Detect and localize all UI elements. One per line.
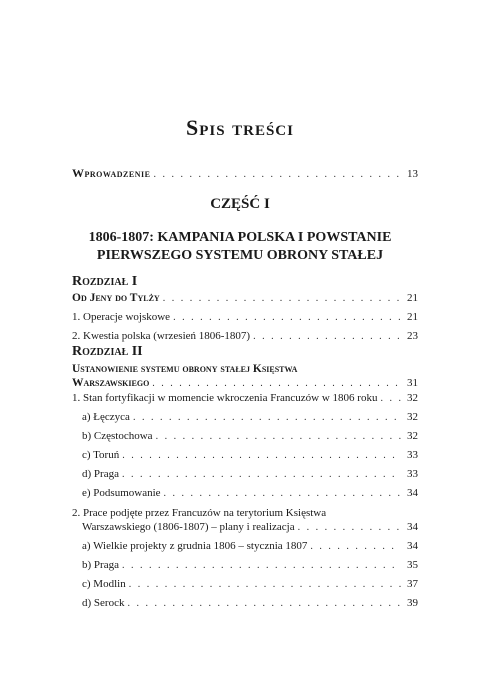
toc-entry-page: 23	[407, 330, 418, 342]
part-subtitle: 1806-1807: KAMPANIA POLSKA I POWSTANIE PIERWSZEGO SYSTEMU OBRONY STAŁEJ	[88, 230, 392, 263]
toc-entry-chapter1-heading[interactable]	[72, 292, 418, 304]
toc-entry[interactable]	[82, 578, 418, 590]
toc-entry-label: a) Łęczyca	[82, 411, 130, 423]
toc-entry[interactable]	[82, 597, 418, 609]
toc-entry-label: 1. Operacje wojskowe	[72, 311, 171, 323]
dot-leader	[122, 560, 401, 571]
part-title: CZĘŚĆ I	[210, 196, 270, 212]
toc-entry[interactable]	[82, 430, 418, 442]
dot-leader	[122, 450, 401, 461]
dot-leader	[380, 393, 401, 404]
toc-entry-label: d) Serock	[82, 597, 125, 609]
toc-entry-page: 21	[407, 292, 418, 304]
section2-line1: 2. Prace podjęte przez Francuzów na terytorium Księstwa	[72, 507, 327, 519]
toc-entry[interactable]	[72, 311, 418, 323]
toc-entry[interactable]	[82, 411, 418, 423]
toc-entry-page: 32	[407, 411, 418, 423]
toc-entry-label: e) Podsumowanie	[82, 487, 161, 499]
toc-entry-section1[interactable]	[72, 392, 418, 404]
chapter-label: Rozdział I	[72, 274, 138, 289]
toc-entry-page: 33	[407, 449, 418, 461]
toc-entry[interactable]	[82, 487, 418, 499]
toc-entry[interactable]	[82, 559, 418, 571]
dot-leader	[163, 293, 401, 304]
toc-entry-page: 34	[407, 521, 418, 533]
toc-entry-chapter2-heading[interactable]	[72, 377, 418, 389]
toc-entry-label: b) Częstochowa	[82, 430, 153, 442]
toc-entry-intro[interactable]	[72, 166, 418, 181]
toc-entry-page: 31	[407, 377, 418, 389]
toc-entry-label: Warszawskiego (1806-1807) – plany i realizacja	[82, 521, 295, 533]
toc-entry-page: 21	[407, 311, 418, 323]
toc-entry-label: d) Praga	[82, 468, 119, 480]
page-title: Spis treści	[186, 115, 294, 140]
dot-leader	[133, 412, 401, 423]
toc-entry[interactable]	[82, 449, 418, 461]
dot-leader	[253, 331, 401, 342]
toc-entry-page: 32	[407, 392, 418, 404]
dot-leader	[310, 541, 401, 552]
toc-entry-section2[interactable]	[72, 521, 418, 533]
toc-entry-label: Warszawskiego	[72, 377, 150, 389]
chapter-heading-line1: Ustanowienie systemu obrony stałej Księstwa	[72, 363, 298, 375]
toc-entry-page: 39	[407, 597, 418, 609]
toc-entry-page: 37	[407, 578, 418, 590]
toc-entry-page: 33	[407, 468, 418, 480]
dot-leader	[156, 431, 401, 442]
toc-entry-label: c) Modlin	[82, 578, 126, 590]
toc-entry-page: 34	[407, 540, 418, 552]
toc-entry[interactable]	[82, 540, 418, 552]
dot-leader	[152, 378, 401, 389]
toc-entry-label: 1. Stan fortyfikacji w momencie wkroczenia Francuzów w 1806 roku	[72, 392, 378, 404]
toc-entry-page: 35	[407, 559, 418, 571]
toc-entry[interactable]	[72, 330, 418, 342]
toc-entry-page: 13	[407, 168, 418, 180]
toc-entry-label: c) Toruń	[82, 449, 120, 461]
dot-leader	[298, 522, 401, 533]
chapter-label: Rozdział II	[72, 344, 143, 359]
toc-entry-label: 2. Kwestia polska (wrzesień 1806-1807)	[72, 330, 251, 342]
dot-leader	[173, 312, 401, 323]
toc-entry-page: 34	[407, 487, 418, 499]
toc-entry-label: Od Jeny do Tylży	[72, 292, 160, 304]
toc-entry-label: b) Praga	[82, 559, 119, 571]
toc-entry[interactable]	[82, 468, 418, 480]
dot-leader	[122, 469, 401, 480]
toc-entry-label: Wprowadzenie	[72, 166, 151, 180]
toc-entry-label: a) Wielkie projekty z grudnia 1806 – stycznia 1807	[82, 540, 308, 552]
dot-leader	[153, 169, 401, 180]
dot-leader	[129, 579, 401, 590]
dot-leader	[127, 598, 401, 609]
dot-leader	[164, 488, 401, 499]
toc-entry-page: 32	[407, 430, 418, 442]
